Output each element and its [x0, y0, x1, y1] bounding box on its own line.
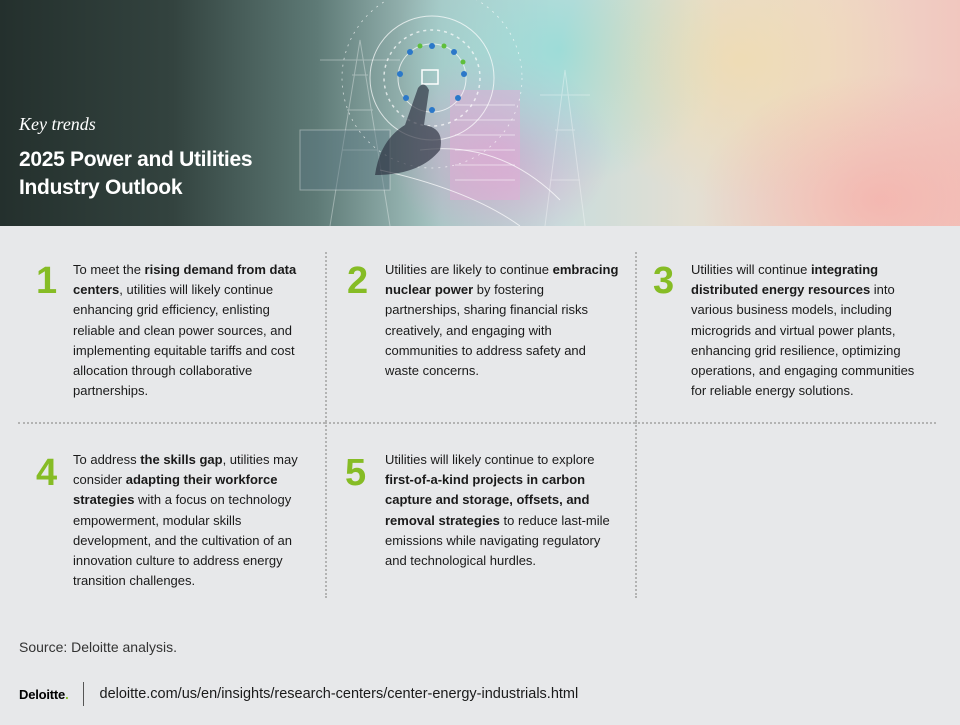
kicker-label: Key trends [19, 114, 96, 134]
trend-highlight: the skills gap [140, 452, 223, 467]
source-url-link[interactable]: deloitte.com/us/en/insights/research-centers/center-energy-industrials.html [99, 686, 579, 702]
trend-number: 3 [653, 260, 675, 302]
trend-text-run: to reduce last-mile emissions while navigating regulatory and technological hurdles. [385, 512, 610, 569]
trend-text-run: , utilities will likely continue enhancing grid efficiency, enlisting reliable and clean power sources, and implementing equitable tariffs and cost allocation through collaborative partnerships. [73, 282, 295, 399]
title-line-2: Industry Outlook [19, 176, 183, 199]
trend-number: 1 [36, 260, 58, 302]
footer-brand [19, 682, 578, 706]
trend-text-run: Utilities are likely to continue [385, 262, 553, 277]
trend-text-run: To address [73, 452, 141, 467]
footer-divider [83, 682, 84, 706]
title-line-1: 2025 Power and Utilities [19, 148, 253, 171]
trend-card-1 [18, 252, 325, 422]
trend-card-2 [325, 252, 635, 422]
trend-text-run: Utilities will likely continue to explore [385, 452, 595, 467]
trend-text-run: , utilities may consider [73, 452, 298, 488]
trend-card-3 [635, 252, 936, 422]
trend-highlight: adapting their workforce strategies [73, 472, 278, 508]
trend-highlight: first-of-a-kind projects in carbon capture and storage, offsets, and removal strategies [385, 472, 590, 528]
source-note: Source: Deloitte analysis. [19, 639, 177, 655]
trends-grid [18, 252, 936, 598]
header-banner [0, 0, 960, 226]
trend-text-run: into various business models, including microgrids and virtual power plants, enhancing grid resilience, optimizing operations, and engaging communities for reliable energy solutions. [691, 282, 915, 399]
trend-highlight: embracing nuclear power [385, 262, 619, 298]
trend-card-5 [325, 422, 635, 598]
trend-number: 5 [345, 452, 367, 494]
trend-text-run: with a focus on technology empowerment, modular skills development, and the cultivation of an innovation culture to address energy transition challenges. [73, 492, 292, 589]
logo-dot: . [65, 686, 69, 702]
trend-highlight: integrating distributed energy resources [691, 262, 879, 298]
page-title [19, 146, 319, 202]
trend-number: 2 [347, 260, 369, 302]
logo-wordmark: Deloitte [19, 686, 66, 702]
trend-text [385, 260, 621, 381]
trend-text [691, 260, 922, 401]
trend-text-run: Utilities will continue [691, 262, 811, 277]
deloitte-logo [19, 687, 69, 702]
trend-text-run: by fostering partnerships, sharing financial risks creatively, and engaging with communities to address safety and waste concerns. [385, 282, 589, 379]
trend-number: 4 [36, 452, 58, 494]
trend-highlight: rising demand from data centers [73, 262, 297, 298]
trend-text [73, 450, 311, 591]
trend-card-4 [18, 422, 325, 598]
trend-text [385, 450, 621, 571]
trend-text-run: To meet the [73, 262, 145, 277]
empty-cell [635, 422, 936, 598]
trend-text [73, 260, 311, 401]
